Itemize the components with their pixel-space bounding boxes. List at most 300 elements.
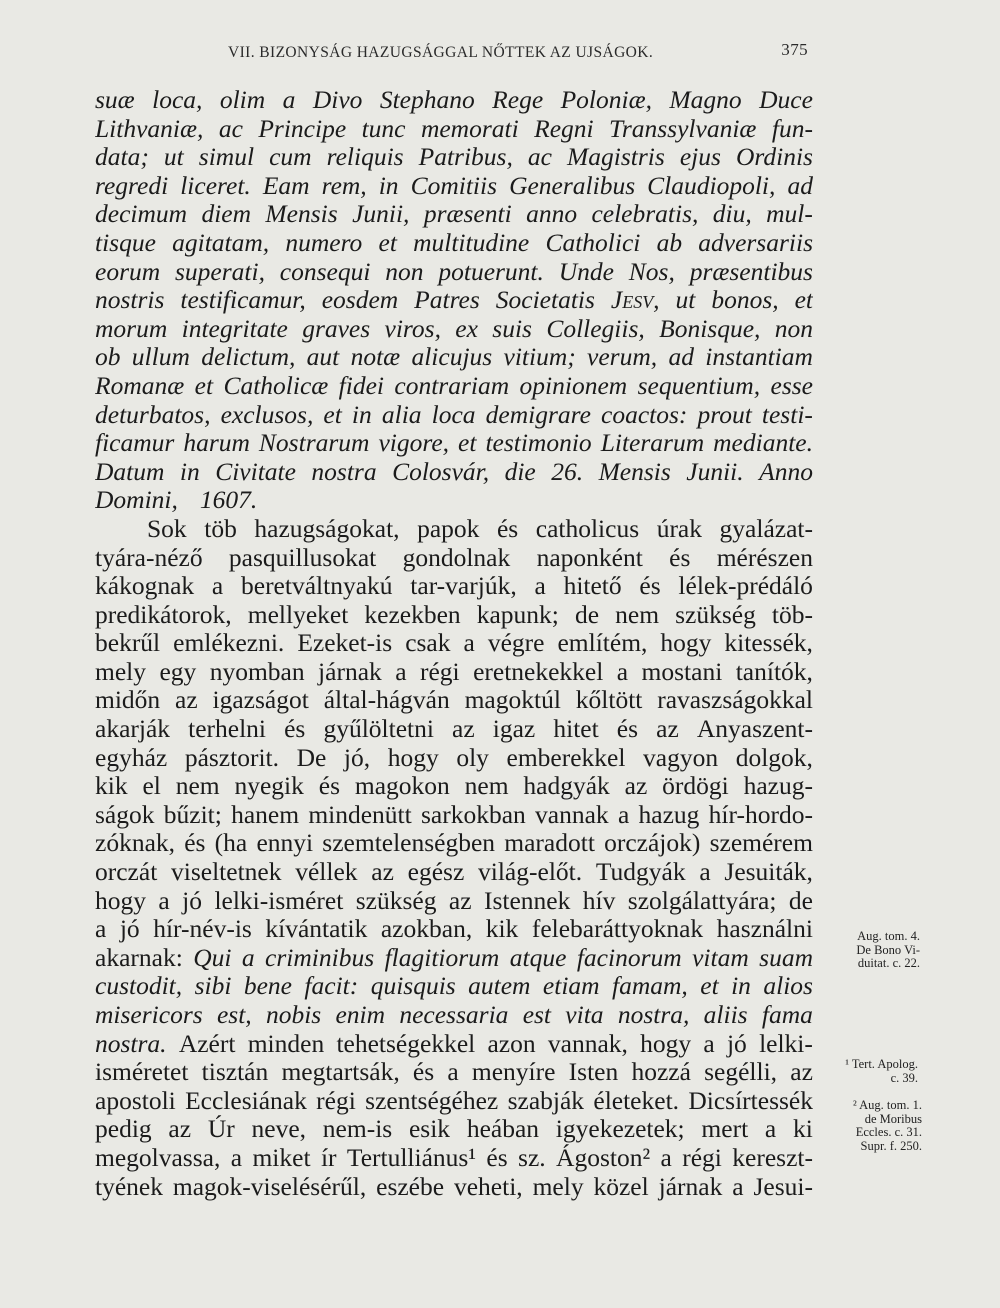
word: et	[323, 400, 342, 429]
word: és	[496, 514, 519, 543]
word: ac	[527, 143, 552, 172]
word: hanem	[231, 800, 300, 829]
word: cum	[269, 143, 312, 172]
text-line	[95, 601, 813, 630]
word: hír-hordo-	[708, 800, 813, 829]
word: veheti,	[453, 1172, 523, 1201]
word: tyének	[95, 1172, 163, 1201]
word: lélek-prédáló	[678, 572, 813, 601]
word: adversariis	[698, 228, 813, 257]
word: viros,	[384, 314, 441, 343]
word: ex	[455, 314, 478, 343]
word: és	[669, 543, 691, 572]
word: ut	[163, 143, 184, 172]
word: kapunk;	[476, 600, 559, 629]
word: a	[703, 1029, 715, 1058]
word: fun-	[771, 114, 813, 143]
word: a	[211, 572, 224, 601]
word: hogy	[640, 1029, 692, 1058]
word: lelki-isméret	[214, 886, 344, 915]
word: contrariam	[394, 371, 510, 400]
word: in	[378, 171, 399, 200]
word: præsenti	[423, 200, 512, 229]
margin-note-aug-de-moribus	[810, 1099, 922, 1153]
word: Jesui-	[753, 1172, 813, 1201]
word: terhelni	[188, 715, 267, 744]
text-line	[95, 343, 813, 372]
word: magoktúl	[464, 686, 561, 715]
word: bűzit;	[163, 800, 222, 829]
word: opinionem	[519, 371, 628, 400]
word: a	[463, 629, 475, 658]
word: est	[522, 1001, 552, 1029]
word: criminibus	[265, 943, 375, 972]
word: decimum	[95, 200, 188, 229]
word: Datum	[95, 457, 165, 486]
word: kőltött	[575, 686, 643, 715]
word: mediante.	[713, 429, 813, 458]
word: vita	[565, 1001, 604, 1029]
text-line	[95, 286, 813, 315]
word: hogy	[660, 629, 712, 658]
text-line	[95, 887, 813, 916]
text-line	[95, 1173, 813, 1202]
word: a	[617, 800, 630, 829]
word: tunc	[361, 114, 406, 143]
text-line	[95, 829, 813, 858]
word: delictum,	[201, 343, 296, 372]
margin-note-line: Eccles. c. 31.	[855, 1125, 922, 1139]
word: beretváltnyakú	[241, 572, 393, 601]
text-line	[95, 401, 813, 430]
word: papok	[417, 514, 480, 543]
word: nostris	[95, 286, 165, 315]
word: de	[574, 600, 600, 629]
word: igyekezetek;	[555, 1115, 685, 1144]
word: és	[486, 1143, 508, 1172]
word: bonos,	[711, 286, 779, 315]
word: a	[158, 886, 170, 915]
text-line	[95, 172, 813, 201]
word: kik	[485, 915, 519, 944]
word: misericors	[95, 1001, 203, 1029]
word: bene	[243, 972, 292, 1001]
word: életeket.	[593, 1086, 680, 1115]
text-line	[95, 372, 813, 401]
word: nostra	[311, 457, 377, 486]
word: harum	[183, 429, 250, 458]
word: reliquis	[326, 143, 404, 172]
margin-note-line: ² Aug. tom. 1.	[852, 1098, 922, 1112]
word: aut	[306, 343, 340, 372]
word: a	[395, 657, 407, 686]
word: az	[175, 686, 198, 715]
word: rem,	[321, 171, 367, 200]
word: alicujus	[411, 343, 493, 372]
word: járnak	[658, 1172, 723, 1201]
word: de	[788, 886, 813, 915]
word: magok-viselésérűl,	[172, 1172, 367, 1201]
word: atque	[509, 943, 567, 972]
word: használni	[716, 915, 813, 944]
word: sequentium,	[637, 371, 761, 400]
word: a	[534, 572, 546, 601]
word: Qui	[193, 943, 232, 972]
word: ennyi	[256, 829, 314, 858]
word: Societatis	[495, 286, 595, 315]
word: magokon	[354, 772, 450, 801]
word: Catholicæ	[223, 371, 329, 400]
word: Mensis	[265, 200, 338, 229]
word: tisztán	[201, 1058, 269, 1087]
word: hitet	[553, 715, 599, 744]
word: mellyeket	[247, 600, 349, 629]
text-line	[95, 658, 813, 687]
word: a	[95, 915, 107, 944]
word: integritate	[181, 314, 288, 343]
word: az	[371, 858, 394, 887]
word: Duce	[759, 86, 813, 114]
word: Junii,	[352, 200, 410, 229]
word: Nos,	[628, 257, 675, 286]
word: sz.	[518, 1143, 546, 1172]
word: felebaráttyoknak	[531, 915, 704, 944]
word: multitudine	[413, 228, 530, 257]
word: hazug-	[743, 772, 813, 801]
word: és	[184, 829, 206, 858]
word: prout	[697, 400, 752, 429]
text-line	[95, 1001, 813, 1030]
text-line	[95, 1144, 813, 1173]
word: úrak	[656, 514, 702, 543]
word: Azért	[178, 1029, 236, 1058]
word: eretnekekkel	[473, 657, 604, 686]
word: a	[660, 1143, 672, 1172]
text-line	[95, 143, 813, 172]
word: nem	[464, 772, 509, 801]
word: quisquis	[370, 972, 456, 1001]
word: mert	[701, 1115, 749, 1144]
word: ad	[787, 171, 813, 200]
word: hitető	[563, 572, 622, 601]
word: Patres	[414, 286, 480, 315]
word: igaz	[492, 715, 536, 744]
word: Divo	[312, 86, 363, 114]
word: morum	[95, 314, 168, 343]
text-line	[95, 258, 813, 287]
word: Domini,	[95, 486, 178, 515]
word: akarnak:	[95, 943, 183, 972]
word: kitessék,	[724, 629, 813, 658]
word: in	[731, 972, 751, 1001]
word: eosdem	[321, 286, 399, 315]
word: suis	[492, 314, 532, 343]
word: Sok	[147, 514, 187, 543]
word: töb	[204, 514, 237, 543]
word: testificamur,	[180, 286, 306, 315]
word: ut	[675, 286, 696, 315]
margin-note-line: Aug. tom. 4.	[857, 929, 920, 943]
word: Ordinis	[735, 143, 813, 172]
word: megtartsák,	[281, 1058, 400, 1087]
word: mostani	[641, 657, 723, 686]
text-line	[95, 1087, 813, 1116]
word: akarják	[95, 715, 171, 744]
word: az	[790, 1058, 813, 1087]
word: demigrare	[485, 400, 591, 429]
word: fidei	[338, 371, 384, 400]
word: ficamur	[95, 429, 175, 458]
word: az	[168, 1115, 192, 1144]
margin-note-aug-de-bono	[820, 930, 920, 971]
word: ördögi	[662, 772, 729, 801]
word: véllek	[295, 858, 358, 887]
word: kezekben	[364, 600, 461, 629]
text-line	[95, 1058, 813, 1087]
text-line	[95, 486, 813, 515]
word: Jesuiták,	[724, 858, 813, 887]
word: mul-	[766, 200, 813, 229]
word: azon	[487, 1029, 536, 1058]
word: emberekkel	[506, 743, 626, 772]
word: vitam	[692, 943, 749, 972]
word: régi	[682, 1143, 722, 1172]
margin-note-line: De Bono Vi-	[856, 942, 920, 957]
word: est,	[216, 1001, 252, 1029]
word: coactos:	[601, 400, 688, 429]
word: Magno	[669, 86, 742, 114]
word: maradott	[504, 829, 595, 858]
word: vitium;	[503, 343, 576, 372]
word: Tertulliánus¹	[346, 1143, 476, 1172]
text-line	[95, 515, 813, 544]
margin-note-line: c. 39.	[890, 1070, 918, 1085]
word: Nostrarum	[258, 429, 370, 458]
word: Literarum	[600, 429, 705, 458]
word: predikátorok,	[95, 600, 232, 629]
word: hír-név-is	[153, 915, 252, 944]
word: Junii.	[686, 457, 744, 486]
word: ac	[218, 114, 243, 143]
word: diu,	[712, 200, 752, 229]
word: Transsylvaniæ	[609, 114, 757, 143]
word: bekrűl	[95, 629, 161, 658]
word: igazságot	[212, 686, 309, 715]
word: Romanæ	[95, 371, 185, 400]
word: deturbatos,	[95, 400, 211, 429]
word: tehetségekkel	[336, 1029, 476, 1058]
word: verum,	[587, 343, 658, 372]
word: simul	[198, 143, 255, 172]
word: memorati	[420, 114, 519, 143]
text-line	[95, 458, 813, 487]
page-header	[228, 40, 808, 64]
word: hogy	[387, 743, 439, 772]
word: consequi	[279, 257, 371, 286]
word: nem-is	[322, 1115, 393, 1144]
word: régi	[419, 657, 460, 686]
word: szabják	[507, 1086, 585, 1115]
word: dolgok,	[735, 743, 813, 772]
word: kívántatik	[265, 915, 368, 944]
word: superati,	[175, 257, 265, 286]
word: a	[230, 1143, 243, 1172]
word: Stephano	[379, 86, 475, 114]
word: által-hágván	[323, 686, 450, 715]
word: ír	[320, 1143, 337, 1172]
word: Unde	[558, 257, 614, 286]
word: tyára-néző	[95, 543, 203, 572]
word: ab	[656, 228, 683, 257]
word: kákognak	[95, 572, 195, 601]
word: facinorum	[576, 943, 682, 972]
word: egyház	[95, 743, 168, 772]
text-line	[95, 1030, 813, 1059]
word: az	[448, 886, 472, 915]
word: és	[616, 715, 639, 744]
word: Colosvár,	[392, 457, 490, 486]
margin-note-line: ¹ Tert. Apolog.	[845, 1057, 918, 1071]
word: et	[794, 286, 813, 315]
text-line	[95, 572, 813, 601]
word: el	[142, 772, 161, 801]
word: hozzá	[631, 1058, 691, 1087]
word: az	[656, 715, 679, 744]
word: fama	[761, 1001, 813, 1029]
text-line	[95, 229, 813, 258]
word: a	[241, 943, 255, 972]
word: catholicus	[535, 514, 640, 543]
text-line	[95, 715, 813, 744]
word: mindenütt	[308, 800, 412, 829]
word: pásztorit.	[184, 743, 279, 772]
page-number: 375	[781, 40, 808, 59]
word: ob	[95, 343, 121, 372]
word: Úr	[207, 1115, 235, 1144]
word: Magistris	[567, 143, 665, 172]
body-text	[95, 86, 813, 1201]
word: in	[179, 457, 200, 486]
word: járnak	[318, 657, 382, 686]
word: lelki-	[759, 1029, 813, 1058]
word: szükség	[355, 886, 437, 915]
text-line	[95, 858, 813, 887]
word: Lithvaniæ,	[95, 114, 204, 143]
word: a	[732, 1172, 744, 1201]
word: jó	[182, 886, 203, 915]
word: jó	[119, 915, 140, 944]
word: ad	[668, 343, 694, 372]
word: et	[700, 972, 719, 1001]
word: alia	[381, 400, 422, 429]
word: kereszt-	[732, 1143, 813, 1172]
word: mely	[95, 657, 146, 686]
word: autem	[468, 972, 531, 1001]
word: nem	[615, 600, 660, 629]
word: testi-	[761, 400, 813, 429]
word: potuerunt.	[438, 257, 544, 286]
word: eszébe	[376, 1172, 445, 1201]
word: nyegik	[234, 772, 304, 801]
word: ullum	[131, 343, 190, 372]
word: egész	[407, 858, 465, 887]
word: (ha	[214, 829, 248, 858]
word: ságok	[95, 800, 155, 829]
word: a	[282, 86, 296, 114]
word: famam,	[612, 972, 688, 1001]
word: emlékezni.	[173, 629, 285, 658]
word: testimonio	[485, 429, 592, 458]
word: enim	[335, 1001, 386, 1029]
word: nostra.	[95, 1029, 167, 1058]
word: nostra,	[617, 1001, 690, 1029]
text-line	[95, 801, 813, 830]
word: præsentibus	[689, 257, 813, 286]
word: vannak,	[547, 1029, 628, 1058]
word: Comitiis	[410, 171, 498, 200]
word: és	[639, 572, 661, 601]
word: a	[699, 858, 711, 887]
word: Catholici	[545, 228, 641, 257]
word: midőn	[95, 686, 161, 715]
word: graves	[302, 314, 371, 343]
word: Generalibus	[509, 171, 636, 200]
word: jó,	[343, 743, 371, 772]
word: Ecclesiának	[185, 1086, 307, 1115]
word: szemérem	[709, 829, 813, 858]
word: necessaria	[399, 1001, 509, 1029]
word: viseltetnek	[171, 858, 282, 887]
word: hadgyák	[523, 772, 610, 801]
word: Jesv,	[610, 286, 660, 315]
word: és	[318, 772, 340, 801]
word: Istennek	[483, 886, 571, 915]
word: Anyaszent-	[696, 715, 813, 744]
word: szolgálattyára;	[627, 886, 777, 915]
word: flagitiorum	[384, 943, 500, 972]
word: gondolnak	[402, 543, 511, 572]
word: loca	[431, 400, 476, 429]
margin-note-tert-apolog	[814, 1058, 918, 1085]
word: Dicsírtessék	[688, 1086, 813, 1115]
word: vagyon	[643, 743, 719, 772]
word: azokban,	[380, 915, 473, 944]
word: diem	[201, 200, 252, 229]
word: Isten	[568, 1058, 619, 1087]
word: gyalázat-	[719, 514, 813, 543]
word: Collegiis,	[546, 314, 645, 343]
word: a	[447, 1058, 459, 1087]
word: exclusos,	[220, 400, 314, 429]
word: heában	[466, 1115, 540, 1144]
word: hív	[582, 886, 616, 915]
word: aliis	[703, 1001, 748, 1029]
word: apostoli	[95, 1086, 176, 1115]
word: Poloniæ,	[560, 86, 652, 114]
word: egy	[159, 657, 197, 686]
word: tisque	[95, 228, 156, 257]
word: olim	[219, 86, 266, 114]
word: említém,	[557, 629, 648, 658]
word: anno	[526, 200, 578, 229]
text-line	[95, 772, 813, 801]
word: vigore,	[378, 429, 450, 458]
word: alios	[763, 972, 813, 1001]
word: Tudgyák	[595, 858, 686, 887]
text-line	[95, 744, 813, 773]
word: Ágoston²	[556, 1143, 651, 1172]
margin-note-line: Supr. f. 250.	[860, 1138, 922, 1153]
